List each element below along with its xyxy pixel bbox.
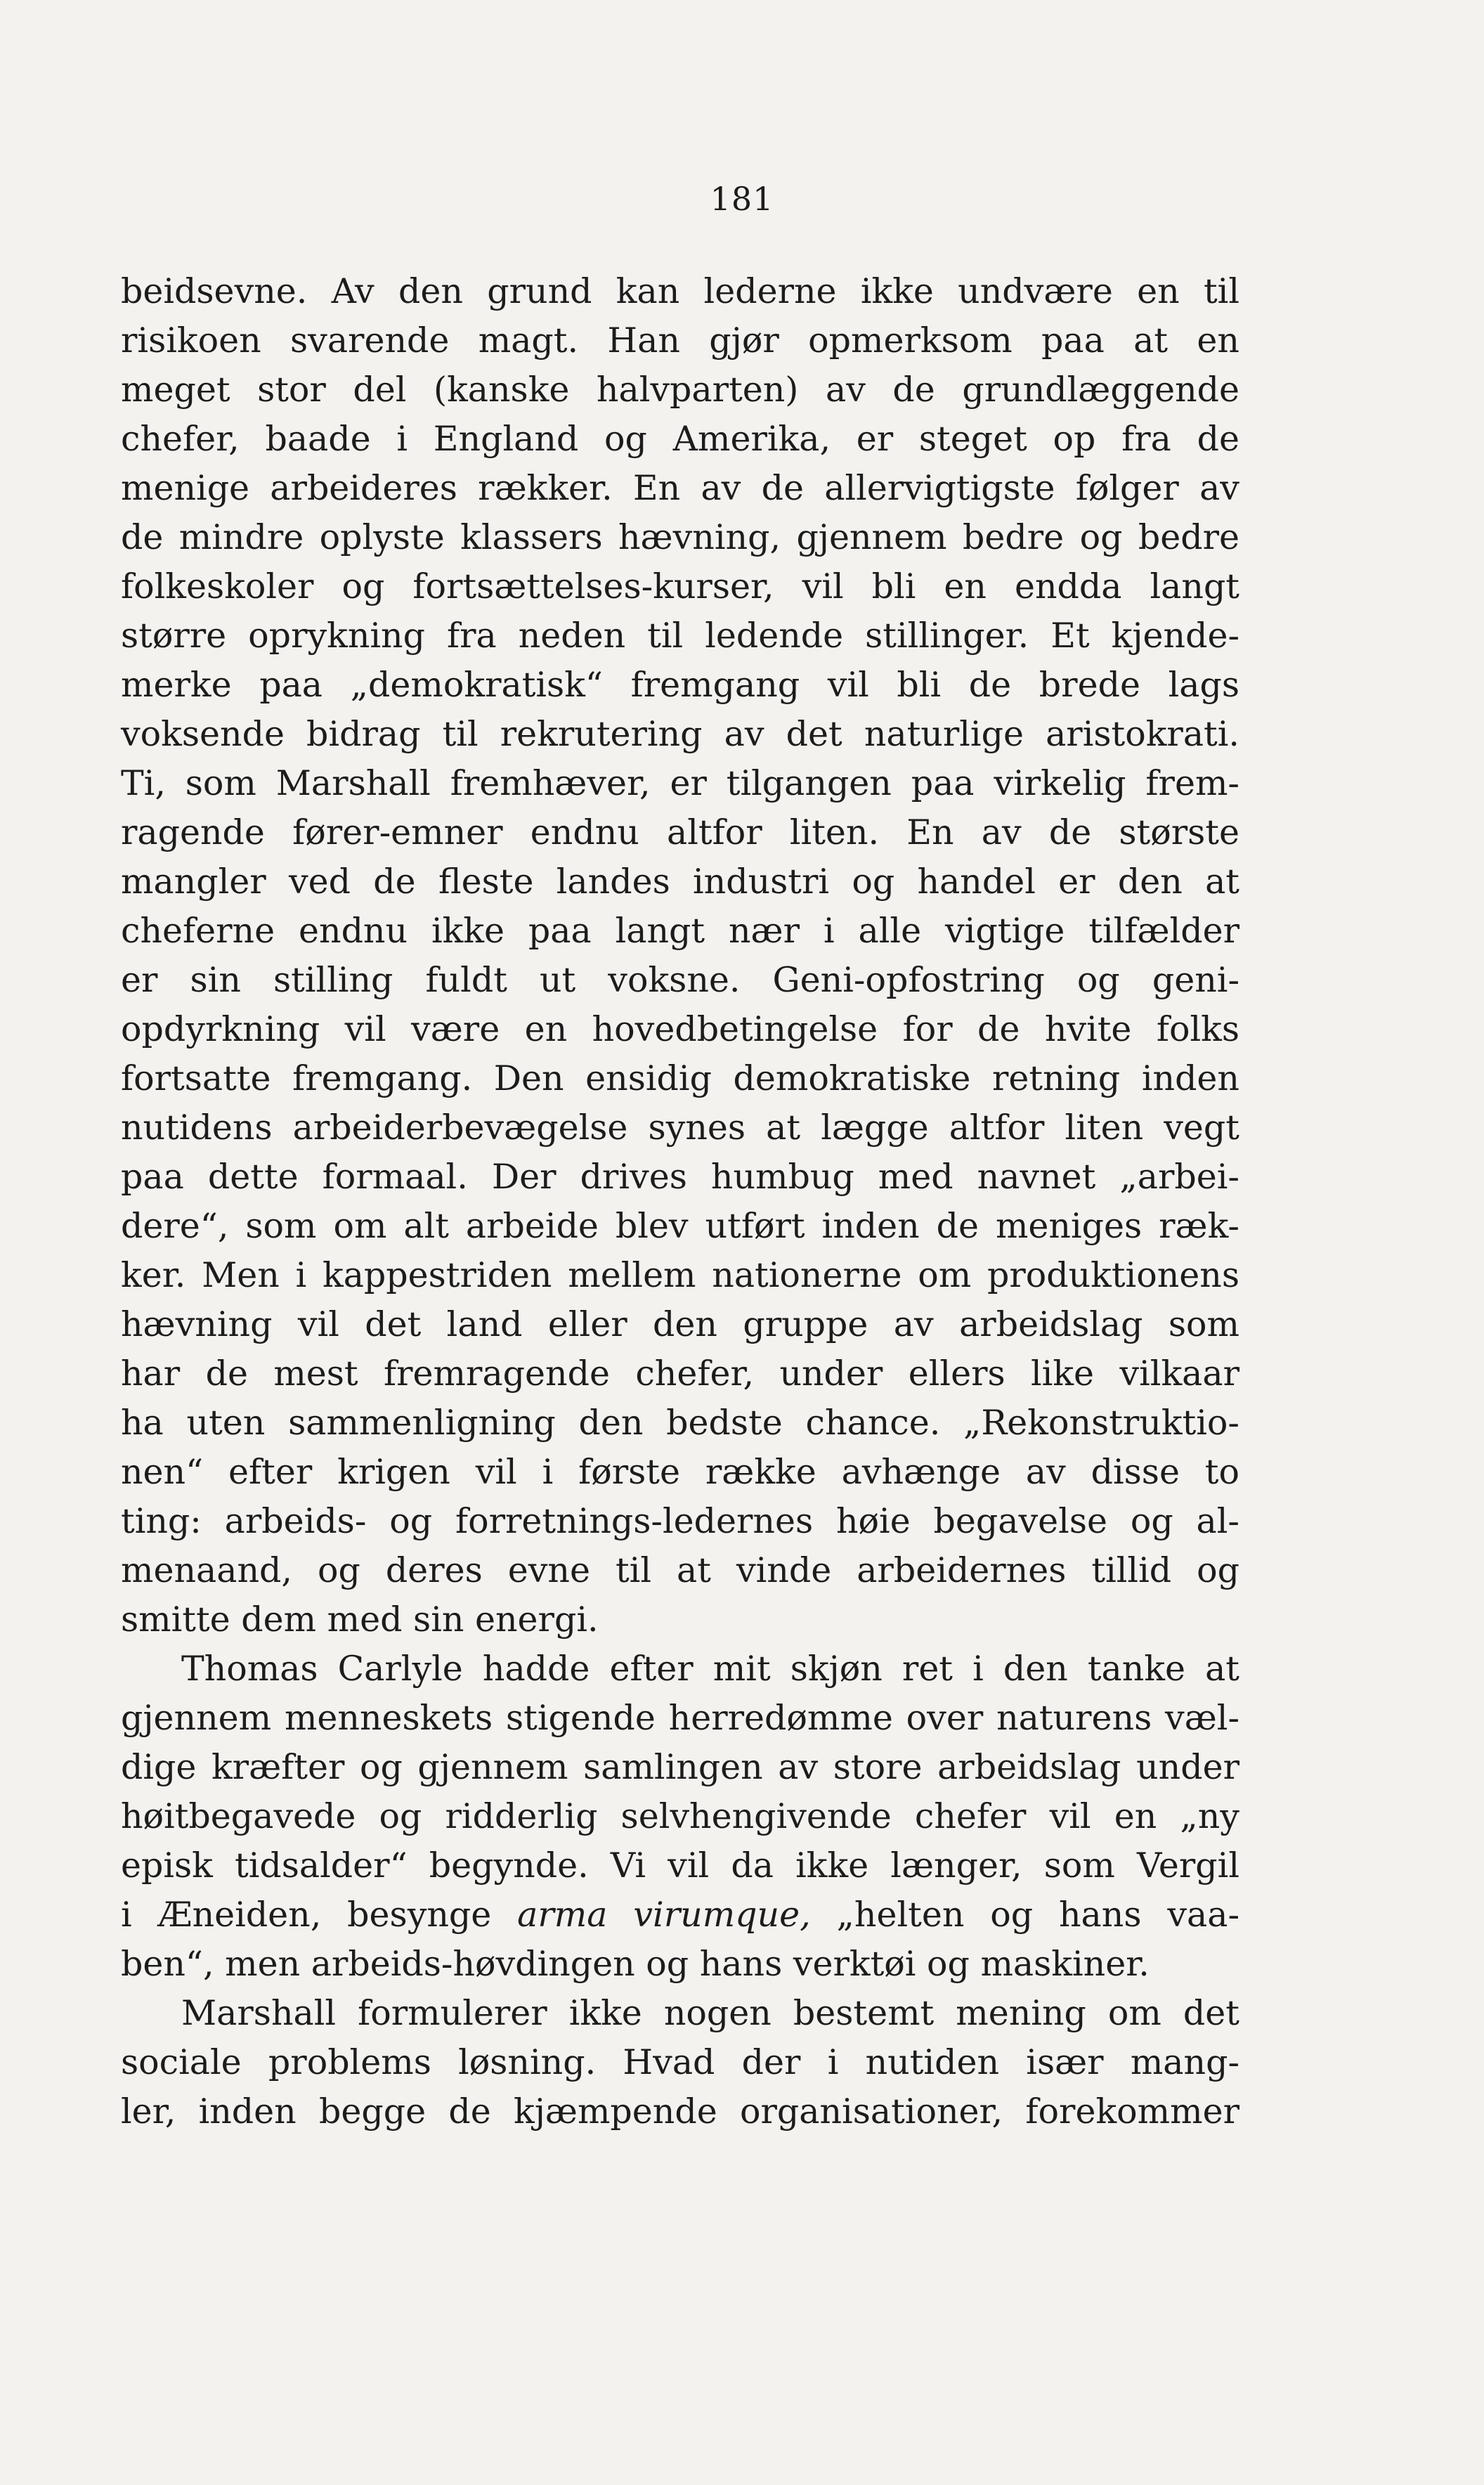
text-line: ting: arbeids- og forretnings-ledernes høie begavelse og al- <box>121 1501 1239 1541</box>
text-line: smitte dem med sin energi. <box>121 1600 599 1640</box>
text-line: meget stor del (kanske halvparten) av de grundlæggende <box>121 370 1239 410</box>
italic-phrase: arma virumque, <box>517 1895 811 1935</box>
text-line: paa dette formaal. Der drives humbug med navnet „arbei- <box>121 1157 1239 1197</box>
text-line: de mindre oplyste klassers hævning, gjennem bedre og bedre <box>121 517 1239 557</box>
text-line: folkeskoler og fortsættelses-kurser, vil bli en endda langt <box>121 566 1239 606</box>
text-line: Ti, som Marshall fremhæver, er tilgangen paa virkelig frem- <box>121 763 1239 803</box>
text-line: hævning vil det land eller den gruppe av arbeidslag som <box>121 1304 1239 1344</box>
text-line: sociale problems løsning. Hvad der i nutiden især mang- <box>121 2042 1239 2082</box>
text-line: dige kræfter og gjennem samlingen av store arbeidslag under <box>121 1747 1239 1787</box>
text-line: merke paa „demokratisk“ fremgang vil bli de brede lags <box>121 665 1239 705</box>
text-line: har de mest fremragende chefer, under ellers like vilkaar <box>121 1354 1239 1394</box>
text-line: nen“ efter krigen vil i første række avhænge av disse to <box>121 1452 1239 1492</box>
page-number: 181 <box>710 180 774 218</box>
text-line: beidsevne. Av den grund kan lederne ikke undvære en til <box>121 271 1239 311</box>
text-line: ler, inden begge de kjæmpende organisationer, forekommer <box>121 2091 1239 2132</box>
text-line: gjennem menneskets stigende herredømme over naturens væl- <box>121 1698 1239 1738</box>
text-line: høitbegavede og ridderlig selvhengivende chefer vil en „ny <box>121 1796 1239 1836</box>
text-line: risikoen svarende magt. Han gjør opmerksom paa at en <box>121 320 1239 361</box>
text-line: større oprykning fra neden til ledende stillinger. Et kjende- <box>121 616 1239 656</box>
body-text <box>121 267 1239 2136</box>
text-line-mixed <box>121 1890 1239 1940</box>
text-line: ker. Men i kappestriden mellem nationerne om produktionens <box>121 1255 1239 1295</box>
text-line: chefer, baade i England og Amerika, er steget op fra de <box>121 419 1239 459</box>
text-line: episk tidsalder“ begynde. Vi vil da ikke længer, som Vergil <box>121 1845 1239 1886</box>
text-line: menaand, og deres evne til at vinde arbeidernes tillid og <box>121 1550 1239 1590</box>
text-line: ragende fører-emner endnu altfor liten. En av de største <box>121 812 1239 852</box>
text-line: cheferne endnu ikke paa langt nær i alle vigtige tilfælder <box>121 911 1239 951</box>
text-line: fortsatte fremgang. Den ensidig demokratiske retning inden <box>121 1058 1239 1098</box>
text-line: menige arbeideres rækker. En av de allervigtigste følger av <box>121 468 1239 508</box>
text-line: er sin stilling fuldt ut voksne. Geni-opfostring og geni- <box>121 960 1239 1000</box>
text-line: dere“, som om alt arbeide blev utført inden de meniges ræk- <box>121 1206 1239 1246</box>
text-line: opdyrkning vil være en hovedbetingelse for de hvite folks <box>121 1009 1239 1049</box>
text-line: voksende bidrag til rekrutering av det naturlige aristokrati. <box>121 714 1239 754</box>
text-line: ha uten sammenligning den bedste chance. „Rekonstruktio- <box>121 1403 1239 1443</box>
text-line: Marshall formulerer ikke nogen bestemt mening om det <box>181 1993 1239 2033</box>
text-line: mangler ved de fleste landes industri og handel er den at <box>121 862 1239 902</box>
text-line: nutidens arbeiderbevægelse synes at lægge altfor liten vegt <box>121 1108 1239 1148</box>
text-segment: „helten og hans vaa- <box>836 1895 1239 1935</box>
text-line: Thomas Carlyle hadde efter mit skjøn ret i den tanke at <box>181 1649 1239 1689</box>
text-line: ben“, men arbeids-høvdingen og hans verktøi og maskiner. <box>121 1944 1150 1984</box>
text-segment: i Æneiden, besynge <box>121 1895 492 1935</box>
